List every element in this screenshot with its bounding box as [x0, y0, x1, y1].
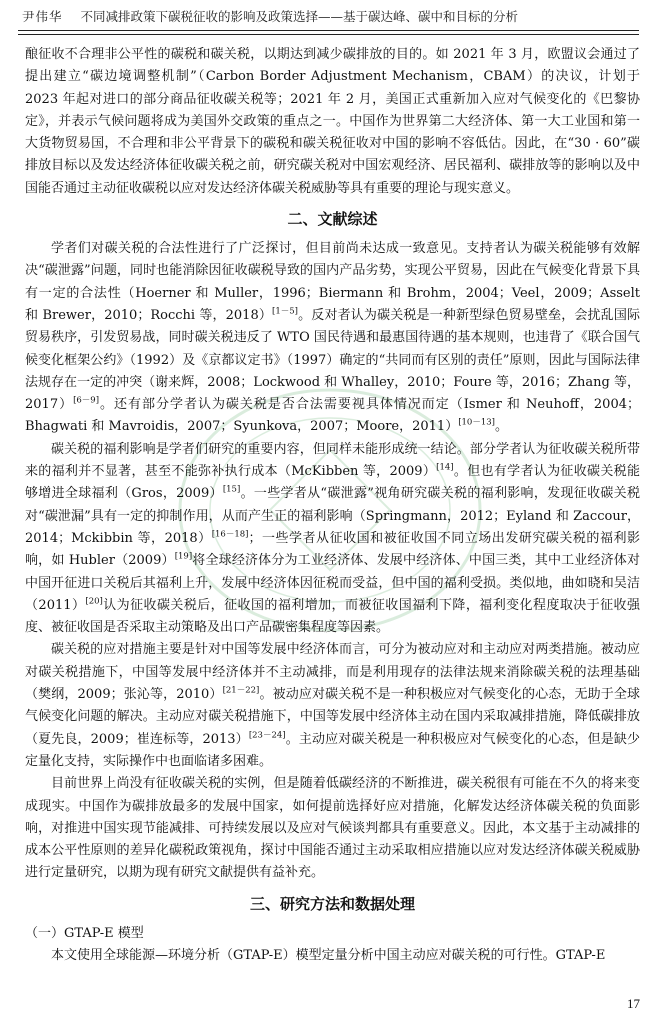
citation-ref: [19] — [174, 551, 193, 562]
citation-ref: [6－9] — [73, 395, 100, 406]
running-head — [22, 8, 635, 26]
literature-paragraph-4: 目前世界上尚没有征收碳关税的实例，但是随着低碳经济的不断推进，碳关税很有可能在不久的将来变成现实。中国作为碳排放最多的发展中国家，如何提前选择好应对措施，化解发达经济体碳关税的负面影响，对推进中国实现节能减排、可持续发展以及应对气候谈判都具有重要意义。因此，本文基于主动减排的成本公平性原则的差异化碳税政策视角，探讨中国能否通过主动采取相应措施以应对发达经济体碳关税威胁进行定量研究，以期为现有研究文献提供有益补充。 — [25, 776, 640, 881]
section-heading-literature-review: 二、文献综述 — [287, 210, 378, 229]
subsection-heading-gtap-e: （一）GTAP-E 模型 — [25, 925, 144, 941]
citation-ref: [14] — [436, 462, 454, 473]
running-head-author: 尹伟华 — [22, 9, 63, 24]
running-head-title: 不同减排政策下碳税征收的影响及政策选择——基于碳达峰、碳中和目标的分析 — [80, 9, 519, 24]
literature-paragraph-2: 碳关税的福利影响是学者们研究的重要内容，但同样未能形成统一结论。部分学者认为征收碳关税所带来的福利并不显著，甚至不能弥补执行成本（McKibben 等，2009）[14]。但也有学者认为征收碳关税能够增进全球福利（Gros，2009）[15]。一些学者从“碳泄露”视角研究碳关税的福利影响，发现征收碳关税对“碳泄漏”具有一定的抑制作用，从而产生正的福利影响（Springmann，2012；Eyland 和 Zaccour，2014；Mckibbin 等，2018）[16－18]；一些学者从征收国和被征收国不同立场出发研究碳关税的福利影响，如 Hubler（2009）[19]将全球经济体分为工业经济体、发展中经济体、中国三类，其中工业经济体对中国开征进口关税后其福利上升，发展中经济体因征税而受益，但中国的福利受损。类似地，曲如晓和吴洁（2011）[20]认为征收碳关税后，征收国的福利增加，而被征收国福利下降，福利变化程度取决于征收强度、被征收国是否采取主动策略及出口产品碳密集程度等因素。 — [25, 441, 640, 636]
citation-ref: [16－18] — [211, 529, 249, 540]
literature-paragraph-3: 碳关税的应对措施主要是针对中国等发展中经济体而言，可分为被动应对和主动应对两类措施。被动应对碳关税措施下，中国等发展中经济体并不主动减排，而是利用现存的法律法规来消除碳关税的法理基础（樊纲，2009；张沁等，2010）[21－22]。被动应对碳关税不是一种积极应对气候变化的心态，无助于全球气候变化问题的解决。主动应对碳关税措施下，中国等发展中经济体主动在国内采取减排措施，降低碳排放（夏先良，2009；崔连标等，2013）[23－24]。主动应对碳关税是一种积极应对气候变化的心态，但是缺少定量化支持，实际操作中也面临诸多困难。 — [25, 642, 640, 769]
page-content — [25, 44, 640, 967]
citation-ref: [1－5] — [272, 306, 298, 317]
citation-ref: [20] — [85, 596, 103, 607]
header-rule-thin — [18, 34, 639, 35]
citation-ref: [10－13] — [458, 418, 495, 429]
intro-paragraph: 酿征收不合理非公平性的碳税和碳关税，以期达到减少碳排放的目的。如 2021 年 3 月，欧盟议会通过了提出建立“碳边境调整机制”（Carbon Border Adjustment Mechanism，CBAM）的决议，计划于 2023 年起对进口的部分商品征收碳关税等；2021 年 2 月，美国正式重新加入应对气候变化的《巴黎协定》，并表示气候问题将成为美国外交政策的重点之一。中国作为世界第二大经济体、第一大工业国和第一大货物贸易国，不合理和非公平背景下的碳税和碳关税征收对中国的影响不容低估。因此，在“30 · 60”碳排放目标以及发达经济体征收碳关税之前，研究碳关税对中国宏观经济、居民福利、碳排放等的影响以及中国能否通过主动征收碳税以应对发达经济体碳关税威胁等具有重要的理论与现实意义。 — [25, 47, 640, 196]
header-rule-thick — [18, 30, 639, 31]
page-number: 17 — [627, 996, 640, 1011]
citation-ref: [15] — [222, 485, 241, 496]
citation-ref: [21－22] — [222, 685, 260, 696]
citation-ref: [23－24] — [248, 730, 286, 741]
section-heading-methods: 三、研究方法和数据处理 — [249, 894, 415, 913]
literature-paragraph-1: 学者们对碳关税的合法性进行了广泛探讨，但目前尚未达成一致意见。支持者认为碳关税能够有效解决“碳泄露”问题，同时也能消除因征收碳税导致的国内产品劣势，实现公平贸易，因此在气候变化背景下具有一定的合法性（Hoerner 和 Muller，1996；Biermann 和 Brohm，2004；Veel，2009；Asselt 和 Brewer，2010；Rocchi 等，2018）[1－5]。反对者认为碳关税是一种新型绿色贸易壁垒，会扰乱国际贸易秩序，引发贸易战，同时碳关税违反了 WTO 国民待遇和最惠国待遇的基本规则，也违背了《联合国气候变化框架公约》（1992）及《京都议定书》（1997）确定的“共同而有区别的责任”原则，因此与国际法律法规存在一定的冲突（谢来辉，2008；Lockwood 和 Whalley，2010；Foure 等，2016；Zhang 等，2017）[6－9]。还有部分学者认为碳关税是否合法需要视具体情况而定（Ismer 和 Neuhoff，2004；Bhagwati 和 Mavroidis，2007；Syunkova，2007；Moore，2011）[10－13]。 — [25, 241, 640, 435]
methods-paragraph-1: 本文使用全球能源—环境分析（GTAP-E）模型定量分析中国主动应对碳关税的可行性。GTAP-E — [51, 947, 606, 963]
